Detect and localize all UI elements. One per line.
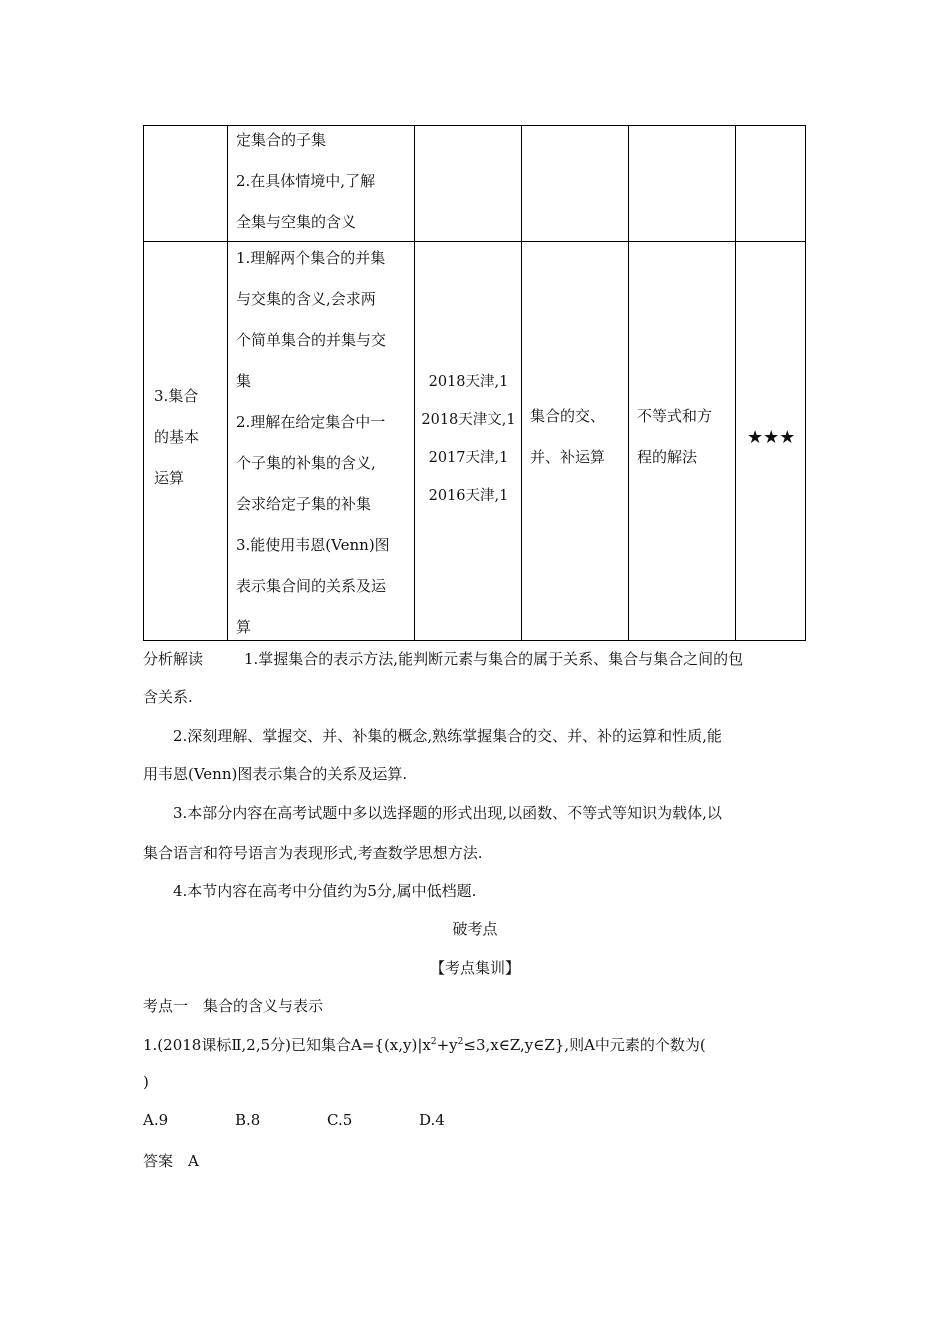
row2-related-knowledge (637, 396, 712, 478)
question-stem (143, 1034, 706, 1055)
answer-line: 答案 A (143, 1152, 199, 1170)
text-line: 2018天津,1 (428, 374, 509, 390)
question-text: +y (436, 1036, 458, 1054)
analysis-p2-line2: 用韦恩(Venn)图表示集合的关系及运算. (143, 765, 408, 783)
superscript: 2 (457, 1037, 464, 1047)
analysis-p2-line1: 2.深刻理解、掌握交、并、补集的概念,熟练掌握集合的交、并、补的运算和性质,能 (173, 727, 722, 745)
text-line: 程的解法 (637, 448, 698, 466)
text-line: 表示集合间的关系及运 (236, 577, 387, 595)
question-text: 1.(2018课标Ⅱ,2,5分)已知集合A={(x,y)|x (143, 1036, 431, 1054)
text-line: 2018天津文,1 (421, 412, 516, 428)
section-title: 破考点 (452, 920, 498, 938)
text-line: 2.在具体情境中,了解 (236, 172, 376, 190)
topic-heading: 考点一 集合的含义与表示 (143, 997, 324, 1015)
text-line: 与交集的含义,会求两 (236, 290, 376, 308)
text-line: 1.理解两个集合的并集 (236, 249, 386, 267)
row1-objectives (236, 120, 375, 243)
text-line: 并、补运算 (530, 448, 606, 466)
subsection-title: 【考点集训】 (429, 959, 520, 977)
analysis-p3-line1: 3.本部分内容在高考试题中多以选择题的形式出现,以函数、不等式等知识为载体,以 (173, 804, 722, 822)
analysis-label: 分析解读 (143, 650, 204, 668)
text-line: 集 (236, 372, 252, 390)
text-line: 2.理解在给定集合中一 (236, 413, 386, 431)
text-line: 会求给定子集的补集 (236, 495, 372, 513)
option-c: C.5 (327, 1111, 353, 1129)
table-col-divider (735, 126, 736, 640)
table-col-divider (414, 126, 415, 640)
option-a: A.9 (143, 1111, 169, 1129)
difficulty-stars: ★★★ (747, 427, 796, 448)
text-line: 集合的交、 (530, 407, 606, 425)
row2-exam-years (416, 363, 521, 515)
text-line: 3.能使用韦恩(Venn)图 (236, 536, 390, 554)
question-stem-line2: ) (143, 1073, 149, 1091)
text-line: 全集与空集的含义 (236, 213, 357, 231)
text-line: 定集合的子集 (236, 131, 327, 149)
text-line: 的基本 (154, 428, 200, 446)
row2-topic (154, 376, 199, 499)
analysis-p1-line2: 含关系. (143, 688, 193, 706)
table-col-divider (521, 126, 522, 640)
question-text: ≤3,x∈Z,y∈Z},则A中元素的个数为( (463, 1036, 706, 1054)
analysis-p1-line1: 1.掌握集合的表示方法,能判断元素与集合的属于关系、集合与集合之间的包 (244, 650, 744, 668)
analysis-p3-line2: 集合语言和符号语言为表现形式,考查数学思想方法. (143, 844, 483, 862)
row2-exam-content (530, 396, 605, 478)
table-col-divider (227, 126, 228, 640)
option-d: D.4 (419, 1111, 445, 1129)
superscript: 2 (430, 1037, 437, 1047)
text-line: 2016天津,1 (428, 488, 509, 504)
option-b: B.8 (235, 1111, 261, 1129)
text-line: 个简单集合的并集与交 (236, 331, 387, 349)
text-line: 个子集的补集的含义, (236, 454, 376, 472)
text-line: 2017天津,1 (428, 450, 509, 466)
row2-objectives (236, 238, 390, 648)
exam-table (143, 125, 806, 641)
text-line: 算 (236, 618, 252, 636)
analysis-p4: 4.本节内容在高考中分值约为5分,属中低档题. (173, 882, 477, 900)
text-line: 3.集合 (154, 387, 199, 405)
table-col-divider (628, 126, 629, 640)
text-line: 运算 (154, 469, 185, 487)
text-line: 不等式和方 (637, 407, 713, 425)
